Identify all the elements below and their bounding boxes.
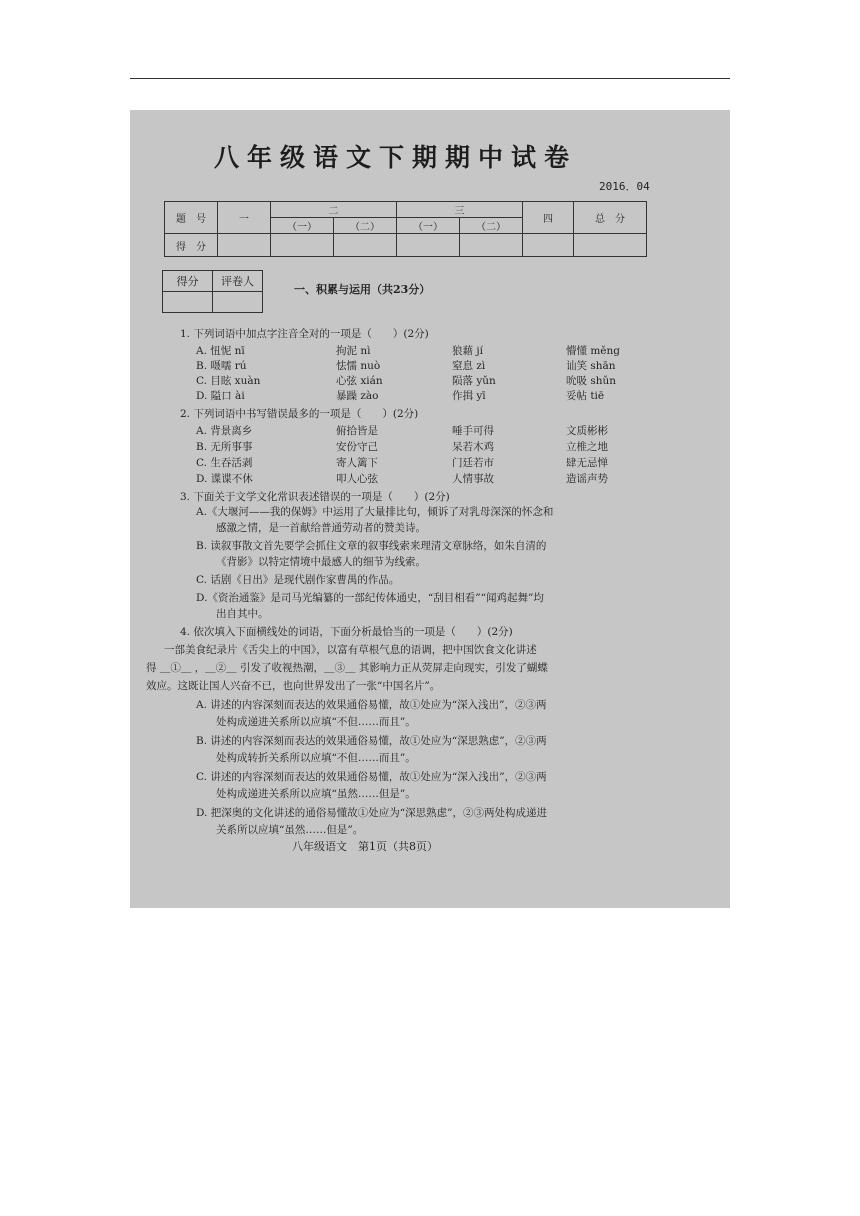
page-footer: 八年级语文 第1页（共8页）	[292, 840, 438, 853]
option-word: 唾手可得	[452, 425, 494, 437]
option-word: 陨落 yǔn	[452, 375, 496, 387]
col-total: 总 分	[574, 202, 647, 234]
q3-line: 出自其中。	[216, 608, 269, 620]
q3-line: C. 话剧《日出》是现代剧作家曹禺的作品。	[196, 574, 400, 586]
q4-option-line: 处构成递进关系所以应填“虽然……但是”。	[216, 788, 416, 800]
option-word: 暴躁 zào	[336, 390, 379, 402]
q3-line: 感激之情，是一首献给普通劳动者的赞美诗。	[216, 522, 426, 534]
col-one: 一	[218, 202, 271, 234]
option-word: 吮吸 shǔn	[566, 375, 617, 387]
option-word: A. 背景离乡	[196, 425, 253, 437]
option-word: D. 隘口 ài	[196, 390, 245, 402]
option-word: 拘泥 nì	[336, 345, 371, 357]
q4-option-line: A. 讲述的内容深刻而表达的效果通俗易懂，故①处应为“深入浅出”，②③两	[196, 699, 547, 711]
q4-passage-line: 效应。这既让国人兴奋不已，也向世界发出了一张“中国名片”。	[146, 680, 441, 692]
grader-reviewer-label: 评卷人	[213, 271, 263, 292]
option-word: C. 生吞活剥	[196, 457, 253, 469]
q3-line: D.《资治通鉴》是司马光编纂的一部纪传体通史，“刮目相看”“闻鸡起舞”均	[196, 592, 544, 604]
q4-option-line: 处构成转折关系所以应填“不但……而且”。	[216, 752, 416, 764]
q4-option-line: 处构成递进关系所以应填“不但……而且”。	[216, 716, 416, 728]
option-word: 呆若木鸡	[452, 441, 494, 453]
q4-option-line: C. 讲述的内容深刻而表达的效果通俗易懂，故①处应为“深入浅出”，②③两	[196, 771, 547, 783]
col-two: 二	[271, 202, 397, 218]
option-word: 妥帖 tiē	[566, 390, 605, 402]
option-word: D. 谍谍不休	[196, 473, 253, 485]
option-word: 窒息 zì	[452, 360, 486, 372]
top-rule	[130, 78, 730, 79]
score-cell	[271, 234, 334, 257]
option-word: 叩人心弦	[336, 473, 378, 485]
option-word: 狼藉 jí	[452, 345, 483, 357]
q4-option-line: B. 讲述的内容深刻而表达的效果通俗易懂，故①处应为“深思熟虑”，②③两	[196, 735, 547, 747]
exam-photo	[130, 110, 730, 908]
question-4-stem: 4. 依次填入下面横线处的词语，下面分析最恰当的一项是（ ）(2分)	[180, 626, 513, 638]
row-label-score: 得 分	[165, 234, 218, 257]
q4-option-line: 关系所以应填“虽然……但是”。	[216, 824, 364, 836]
col-four: 四	[523, 202, 574, 234]
question-3-stem: 3. 下面关于文学文化常识表述错误的一项是（ ）(2分)	[180, 491, 450, 503]
option-word: B. 无所事事	[196, 441, 253, 453]
q4-option-line: D. 把深奥的文化讲述的通俗易懂故①处应为“深思熟虑”，②③两处构成递进	[196, 807, 547, 819]
sub-two-b: （二）	[334, 218, 397, 234]
q3-line: B. 读叙事散文首先要学会抓住文章的叙事线索来理清文章脉络，如朱自清的	[196, 540, 547, 552]
option-word: C. 目眩 xuàn	[196, 375, 261, 387]
grader-score-label: 得分	[163, 271, 213, 292]
option-word: 门廷若市	[452, 457, 494, 469]
option-word: 懵懂 měng	[566, 345, 620, 357]
option-word: 人情事故	[452, 473, 494, 485]
option-word: 造谣声势	[566, 473, 608, 485]
page-title: 八年级语文下期期中试卷	[214, 143, 578, 172]
option-word: 文质彬彬	[566, 425, 608, 437]
score-cell	[218, 234, 271, 257]
score-cell	[574, 234, 647, 257]
sub-three-a: （一）	[397, 218, 460, 234]
option-word: 立椎之地	[566, 441, 608, 453]
col-three: 三	[397, 202, 523, 218]
q4-passage-line: 得 ＿①＿ ，＿②＿ 引发了收视热潮，＿③＿ 其影响力正从荧屏走向现实，引发了蝴蝶	[146, 662, 548, 674]
grader-score-cell	[163, 292, 213, 313]
score-cell	[334, 234, 397, 257]
exam-date: 2016．04	[599, 180, 650, 193]
option-word: 寄人篱下	[336, 457, 378, 469]
score-cell	[397, 234, 460, 257]
sub-two-a: （一）	[271, 218, 334, 234]
q3-line: A.《大堰河——我的保姆》中运用了大量排比句，倾诉了对乳母深深的怀念和	[196, 506, 554, 518]
option-word: 讪笑 shān	[566, 360, 616, 372]
sub-three-b: （二）	[460, 218, 523, 234]
grader-box	[162, 270, 263, 313]
q4-passage-line: 一部美食纪录片《舌尖上的中国》，以富有草根气息的语调，把中国饮食文化讲述	[164, 644, 537, 656]
option-word: 作揖 yī	[452, 390, 486, 402]
question-2-stem: 2. 下列词语中书写错误最多的一项是（ ）(2分)	[180, 408, 419, 420]
option-word: A. 忸怩 nī	[196, 345, 245, 357]
option-word: 肆无忌惮	[566, 457, 608, 469]
option-word: 安份守己	[336, 441, 378, 453]
row-label-question: 题 号	[165, 202, 218, 234]
section-title: 一、积累与运用（共23分）	[294, 283, 431, 296]
score-cell	[523, 234, 574, 257]
score-table	[164, 201, 647, 257]
grader-reviewer-cell	[213, 292, 263, 313]
option-word: 怯懦 nuò	[336, 360, 381, 372]
score-cell	[460, 234, 523, 257]
option-word: B. 嗫嚅 rú	[196, 360, 247, 372]
question-1-stem: 1. 下列词语中加点字注音全对的一项是（ ）(2分)	[180, 328, 429, 340]
option-word: 心弦 xián	[336, 375, 383, 387]
option-word: 俯拾皆是	[336, 425, 378, 437]
q3-line: 《背影》以特定情境中最感人的细节为线索。	[216, 556, 426, 568]
